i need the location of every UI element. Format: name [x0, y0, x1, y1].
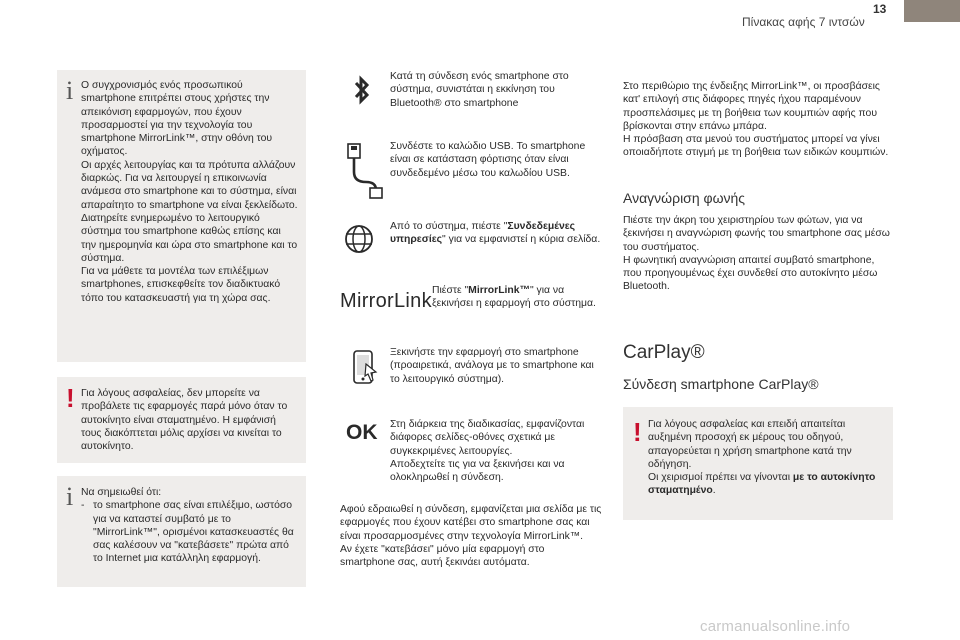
step-text: Συνδέστε το καλώδιο USB. Το smartphone είναι σε κατάσταση φόρτισης όταν είναι συνδεδεμένο μέσω του καλωδίου USB. [390, 141, 586, 179]
step-text: Στη διάρκεια της διαδικασίας, εμφανίζονται διάφορες σελίδες-οθόνες σχετικά με συγκεκριμένες λειτουργίες. Αποδεχτείτε τις για να ξεκινήσει και να ολοκληρωθεί η σύνδεση. [390, 419, 585, 484]
watermark: carmanualsonline.info [700, 618, 851, 635]
ok-icon: OK [346, 421, 378, 444]
step-text-pre: Από το σύστημα, πιέστε " [390, 221, 508, 232]
note-info-compat [57, 476, 306, 587]
step-text-pre: Πιέστε " [432, 285, 469, 296]
mirrorlink-access-paragraph: Στο περιθώριο της ένδειξης MirrorLink™, οι προσβάσεις κατ' επιλογή στις διάφορες πηγές ήχου παραμένουν προσπελάσιμες με τη βοήθεια των κουμπιών αφής που βρίσκονται στην επάνω μπάρα. Η πρόσβαση στα μενού του συστήματος μπορεί να γίνει οποιαδήποτε στιγμή με τη βοήθεια των ειδικών κουμπιών. [623, 81, 889, 159]
voice-heading: Αναγνώριση φωνής [623, 190, 746, 206]
warning-text-post: . [712, 485, 716, 497]
note-warning-carplay [623, 407, 893, 520]
usb-cable-icon [344, 142, 384, 205]
step-text-bold: Συνδεδεμένες υπηρεσίες [390, 221, 576, 246]
smartphone-app-icon [352, 350, 378, 389]
voice-paragraph: Πιέστε την άκρη του χειριστηρίου των φώτων, για να ξεκινήσει η αναγνώριση φωνής του smartphone σας μέσω του συστήματος. Η φωνητική αναγνώριση απαιτεί συμβατό smartphone, που προηγουμένως έχει συνδεθεί στο αυτοκίνητο μέσω Bluetooth. [623, 215, 890, 293]
warning-icon: ! [633, 417, 642, 447]
mirrorlink-logo: MirrorLink [340, 290, 432, 312]
carplay-title: CarPlay® [623, 342, 705, 363]
step-text [390, 220, 602, 247]
bluetooth-icon [350, 74, 374, 111]
warning-text-bold: με το αυτοκίνητο σταματημένο [648, 472, 876, 497]
step-smartphone-app [340, 346, 602, 400]
info-icon: i [66, 76, 74, 105]
carplay-warning-text [648, 418, 885, 498]
note-bullet: - το smartphone σας είναι επιλέξιμο, ωστόσο για να καταστεί συμβατό με το "MirrorLink™", ορισμένοι κατασκευαστές θα σας καλέσουν να "κατεβάσετε" πρώτα από το Internet μια κατάλληλη εφαρμογή. [81, 499, 298, 565]
connected-services-icon [342, 222, 376, 261]
note-paragraph: Για λόγους ασφαλείας, δεν μπορείτε να προβάλετε τις εφαρμογές παρά μόνο όταν το αυτοκίνητο είναι σταματημένο. Η εμφάνισή τους διακόπτεται μόλις αρχίσει να κινείται το αυτοκίνητο. [81, 388, 288, 453]
step-connected-services [340, 220, 602, 270]
step-text: Κατά τη σύνδεση ενός smartphone στο σύστημα, συνιστάται η εκκίνηση του Bluetooth® στο smartphone [390, 71, 569, 109]
connection-paragraph: Αφού εδραιωθεί η σύνδεση, εμφανίζεται μια σελίδα με τις εφαρμογές που έχουν κατέβει στο smartphone σας και είναι προσαρμοσμένες στην τεχνολογία MirrorLink™. Αν έχετε "κατεβάσει" μόνο μία εφαρμογή στο smartphone σας, αυτή ξεκινάει αυτόματα. [340, 504, 602, 569]
step-text [432, 284, 602, 311]
note-intro: Να σημειωθεί ότι: [81, 487, 162, 498]
page-corner-tab [904, 0, 960, 22]
warning-icon: ! [66, 383, 75, 413]
step-bluetooth [340, 70, 602, 130]
step-text-post: " για να ξεκινήσει η εφαρμογή στο σύστημα. [432, 285, 596, 310]
step-usb [340, 140, 602, 210]
carplay-subtitle: Σύνδεση smartphone CarPlay® [623, 376, 819, 392]
step-text-bold: MirrorLink™ [468, 285, 530, 296]
warning-text-pre: Για λόγους ασφαλείας και επειδή απαιτείται αυξημένη προσοχή εκ μέρους του οδηγού, απαγορεύεται η χρήση smartphone κατά την οδήγηση. Οι χειρισμοί πρέπει να γίνονται [648, 419, 852, 484]
note-paragraph: Για να μάθετε τα μοντέλα των επιλέξιμων smartphones, επισκεφθείτε τον διαδικτυακό τόπο του κατασκευαστή για τη χώρα σας. [81, 266, 281, 304]
info-icon: i [66, 482, 74, 511]
note-warning-safety [57, 377, 306, 463]
step-mirrorlink [340, 284, 602, 334]
step-text: Ξεκινήστε την εφαρμογή στο smartphone (προαιρετικά, ανάλογα με το smartphone και το λειτουργικό σύστημα). [390, 347, 594, 385]
note-paragraph: Ο συγχρονισμός ενός προσωπικού smartphone επιτρέπει στους χρήστες την απεικόνιση εφαρμογών, που έχουν προσαρμοστεί για την τεχνολογία του smartphone MirrorLink™, στην οθόνη του οχήματος. [81, 80, 273, 158]
step-ok [340, 418, 602, 498]
step-text-post: " για να εμφανιστεί η κύρια σελίδα. [442, 234, 601, 246]
note-paragraph: Οι αρχές λειτουργίας και τα πρότυπα αλλάζουν διαρκώς. Για να λειτουργεί η επικοινωνία ανάμεσα στο smartphone και το σύστημα, είναι απαραίτητο το smartphone να είναι ξεκλείδωτο. Διατηρείτε ενημερωμένο το λειτουργικό σύστημα του smartphone καθώς επίσης και την ημερομηνία και ώρα στο smartphone και το σύστημα. [81, 159, 298, 264]
page-header: Πίνακας αφής 7 ιντσών [742, 15, 865, 29]
page-number: 13 [873, 2, 887, 16]
note-info-sync [57, 70, 306, 362]
